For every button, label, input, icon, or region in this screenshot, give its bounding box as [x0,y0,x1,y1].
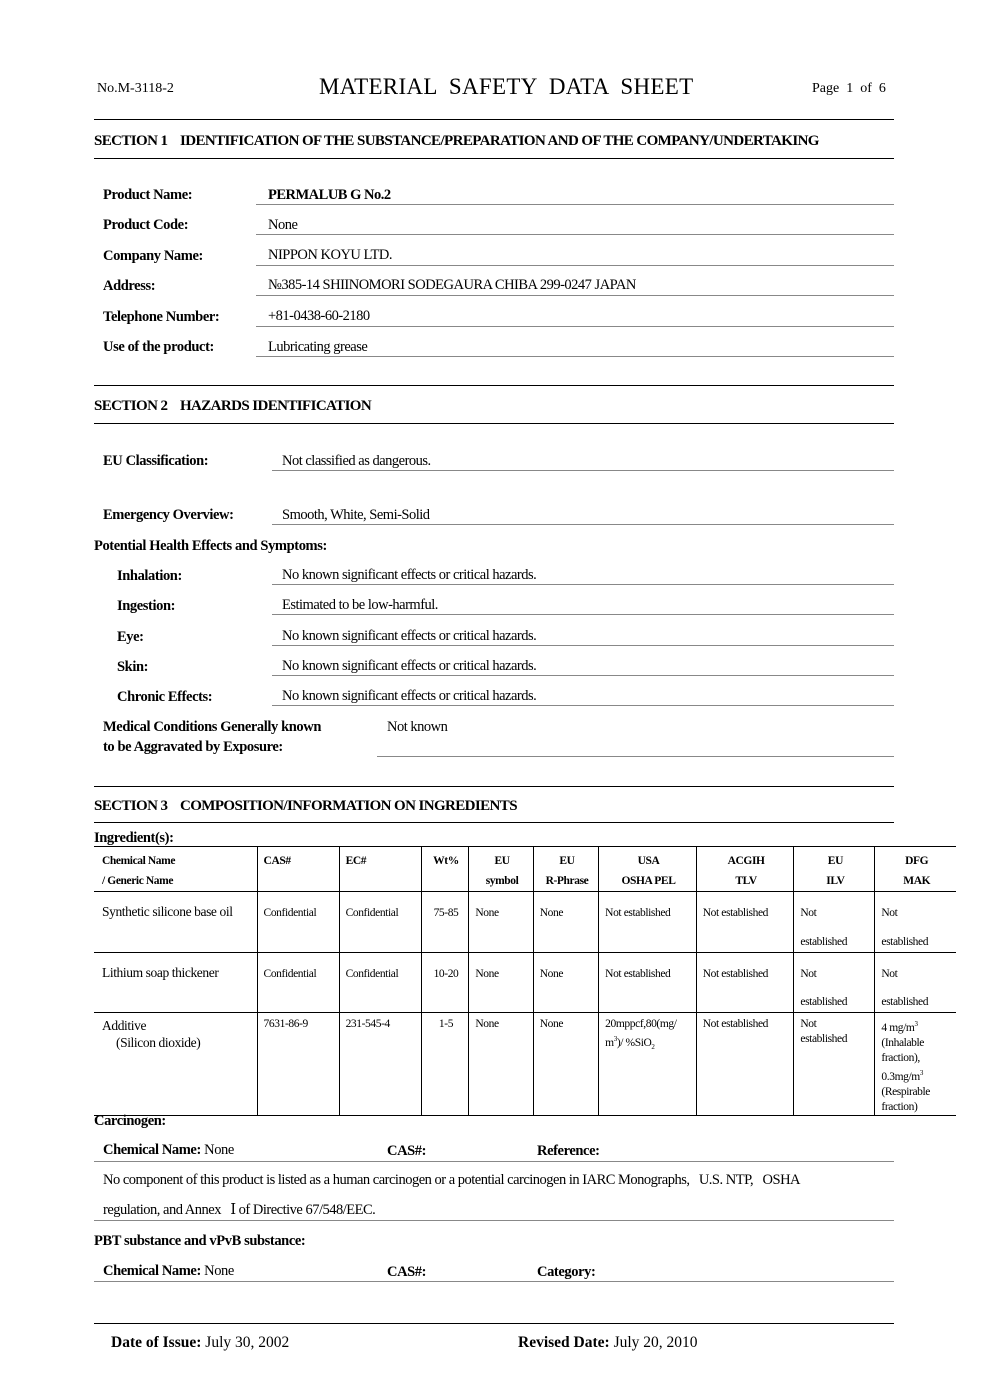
pbt-cas-label: CAS#: [387,1264,427,1280]
table-header-row [94,847,956,892]
product-name-value: PERMALUB G No.2 [268,187,391,203]
field-underline [256,295,894,296]
column-header-eu-r-phrase: EU R-Phrase [533,847,598,892]
column-header-dfg-mak: DFG MAK [875,847,956,892]
field-underline [94,1161,894,1162]
column-header-acgih-tlv: ACGIH TLV [696,847,794,892]
field-underline [256,265,894,266]
field-underline [256,326,894,327]
eu-classification-value: Not classified as dangerous. [282,453,431,469]
emergency-overview-value: Smooth, White, Semi-Solid [282,507,430,523]
cell-dfg-mak: Not established [875,953,956,1013]
address-value: №385-14 SHIINOMORI SODEGAURA CHIBA 299-0247 JAPAN [268,277,636,293]
table-row [94,892,956,953]
field-underline [272,614,894,615]
skin-label: Skin: [117,659,149,675]
carcinogen-heading: Carcinogen: [94,1113,166,1129]
revised-date: Revised Date: July 20, 2010 [518,1334,698,1351]
column-header-eu-symbol: EU symbol [469,847,533,892]
column-header-ec: EC# [339,847,421,892]
date-of-issue: Date of Issue: July 30, 2002 [111,1334,290,1351]
field-underline [256,356,894,357]
cell-acgih-tlv: Not established [696,1013,794,1116]
cell-acgih-tlv: Not established [696,953,794,1013]
field-label: Product Code: [103,217,189,233]
divider [94,119,894,120]
document-number: No.M-3118-2 [97,81,174,96]
ingredients-table [94,846,956,1116]
cell-eu-symbol: None [469,892,533,953]
cell-ec: Confidential [339,892,421,953]
cell-chemical-name: Additive (Silicon dioxide) [102,1018,201,1050]
eye-value: No known significant effects or critical hazards. [282,628,537,644]
pbt-category-label: Category: [537,1264,596,1280]
field-underline [272,524,894,525]
ingestion-value: Estimated to be low-harmful. [282,597,438,613]
skin-value: No known significant effects or critical hazards. [282,658,537,674]
cell-eu-ilv: Not established [794,1013,875,1116]
cell-osha-pel: Not established [599,892,697,953]
pbt-heading: PBT substance and vPvB substance: [94,1233,306,1249]
chronic-effects-label: Chronic Effects: [117,689,213,705]
carcinogen-cas-label: CAS#: [387,1143,427,1159]
product-code-value: None [268,217,298,233]
field-underline [377,756,894,757]
column-header-osha-pel: USA OSHA PEL [599,847,697,892]
field-underline [272,705,894,706]
cell-cas: Confidential [257,953,339,1013]
carcinogen-reference-label: Reference: [537,1143,600,1159]
cell-ec: Confidential [339,953,421,1013]
pbt-chemical-name: Chemical Name: None [103,1263,234,1279]
cell-eu-ilv: Not established [794,892,875,953]
cell-wt: 10-20 [421,953,469,1013]
column-header-cas: CAS# [257,847,339,892]
cell-wt: 1-5 [421,1013,469,1116]
cell-osha-pel: Not established [599,953,697,1013]
inhalation-value: No known significant effects or critical hazards. [282,567,537,583]
inhalation-label: Inhalation: [117,568,182,584]
use-value: Lubricating grease [268,339,368,355]
divider [94,385,894,386]
cell-chemical-name: Lithium soap thickener [102,965,219,980]
emergency-overview-label: Emergency Overview: [103,507,234,523]
field-label: Company Name: [103,248,203,264]
cell-cas: 7631-86-9 [257,1013,339,1116]
cell-dfg-mak: 4 $mg/m^3$ (Inhalable fraction), $0.3mg/m^3$ (Respirable fraction) [875,1013,956,1116]
table-row [94,953,956,1013]
cell-eu-symbol: None [469,953,533,1013]
page-indicator: Page 1 of 6 [812,81,886,96]
divider [94,786,894,787]
field-label: Product Name: [103,187,193,203]
field-underline [94,1220,894,1221]
document-title: MATERIAL SAFETY DATA SHEET [319,74,694,99]
field-underline [272,675,894,676]
field-label: Use of the product: [103,339,214,355]
column-header-wt: Wt% [421,847,469,892]
medical-conditions-label: to be Aggravated by Exposure: [103,739,283,755]
field-underline [272,645,894,646]
cell-dfg-mak: Not established [875,892,956,953]
carcinogen-text: regulation, and Annex Ⅰ of Directive 67/548/EEC. [103,1202,376,1218]
footer-divider [94,1323,894,1324]
cell-eu-r-phrase: None [533,1013,598,1116]
divider [94,158,894,159]
section2-heading: SECTION 2 HAZARDS IDENTIFICATION [94,398,372,414]
field-underline [94,1281,894,1282]
carcinogen-text: No component of this product is listed as a human carcinogen or a potential carcinogen in IARC Monographs, U.S. NTP, OSHA [103,1172,801,1188]
cell-cas: Confidential [257,892,339,953]
chronic-effects-value: No known significant effects or critical hazards. [282,688,537,704]
carcinogen-chemical-name: Chemical Name: None [103,1142,234,1158]
cell-eu-symbol: None [469,1013,533,1116]
cell-eu-r-phrase: None [533,892,598,953]
field-label: Telephone Number: [103,309,220,325]
divider [94,423,894,424]
field-label: Address: [103,278,156,294]
cell-eu-r-phrase: None [533,953,598,1013]
cell-eu-ilv: Not established [794,953,875,1013]
eu-classification-label: EU Classification: [103,453,209,469]
table-row [94,1013,956,1116]
field-underline [272,470,894,471]
field-underline [256,204,894,205]
cell-ec: 231-545-4 [339,1013,421,1116]
cell-osha-pel: 20mppcf,80(mg/ $m^3)/$ %SiO$_2$ [599,1013,697,1116]
telephone-value: +81-0438-60-2180 [268,308,370,324]
ingredients-label: Ingredient(s): [94,830,174,846]
section1-heading: SECTION 1 IDENTIFICATION OF THE SUBSTANCE/PREPARATION AND OF THE COMPANY/UNDERTAKING [94,133,819,149]
column-header-chemical-name: Chemical Name / Generic Name [102,855,176,887]
divider [94,822,894,823]
company-name-value: NIPPON KOYU LTD. [268,247,392,263]
cell-chemical-name: Synthetic silicone base oil [102,904,233,919]
cell-acgih-tlv: Not established [696,892,794,953]
ingestion-label: Ingestion: [117,598,176,614]
medical-conditions-label: Medical Conditions Generally known [103,719,322,735]
cell-wt: 75-85 [421,892,469,953]
section3-heading: SECTION 3 COMPOSITION/INFORMATION ON INGREDIENTS [94,798,517,814]
field-underline [272,584,894,585]
health-effects-heading: Potential Health Effects and Symptoms: [94,538,327,554]
medical-conditions-value: Not known [387,719,448,735]
column-header-eu-ilv: EU ILV [794,847,875,892]
eye-label: Eye: [117,629,144,645]
field-underline [256,234,894,235]
